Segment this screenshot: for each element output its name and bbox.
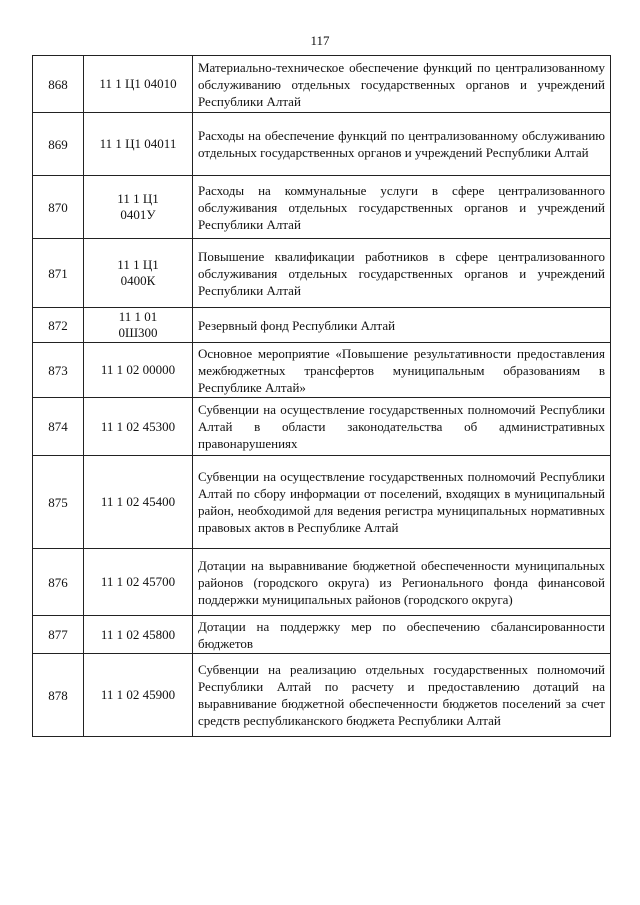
row-number: 870 — [33, 176, 84, 239]
expense-description: Субвенции на реализацию отдельных государственных полномочий Республики Алтай по расчету и предоставлению дотаций на выравнивание бюджетной обеспеченности бюджетов поселений за счет средств республиканского бюджета Республики Алтай — [193, 654, 611, 737]
row-number: 877 — [33, 616, 84, 654]
row-number: 869 — [33, 113, 84, 176]
table-row — [33, 398, 611, 456]
expense-description: Расходы на коммунальные услуги в сфере централизованного обслуживания отдельных государственных органов и учреждений Республики Алтай — [193, 176, 611, 239]
budget-code — [84, 456, 193, 549]
table-row — [33, 456, 611, 549]
budget-classification-table — [32, 55, 611, 737]
expense-description: Расходы на обеспечение функций по централизованному обслуживанию отдельных государственных органов и учреждений Республики Алтай — [193, 113, 611, 176]
budget-code — [84, 176, 193, 239]
expense-description: Дотации на поддержку мер по обеспечению сбалансированности бюджетов — [193, 616, 611, 654]
row-number: 868 — [33, 56, 84, 113]
row-number: 875 — [33, 456, 84, 549]
budget-code-line: 0Ш300 — [118, 325, 158, 340]
budget-code — [84, 549, 193, 616]
table-row — [33, 239, 611, 308]
budget-code-line: 11 1 Ц1 — [117, 191, 159, 206]
table-row — [33, 308, 611, 343]
budget-code-line: 11 1 02 00000 — [100, 362, 176, 377]
budget-code — [84, 239, 193, 308]
budget-code-line: 0400К — [120, 273, 156, 288]
expense-description: Субвенции на осуществление государственных полномочий Республики Алтай в области законодательства об административных правонарушениях — [193, 398, 611, 456]
expense-description: Материально-техническое обеспечение функций по централизованному обслуживанию отдельных государственных органов и учреждений Республики Алтай — [193, 56, 611, 113]
page-number: 117 — [310, 33, 330, 48]
budget-code-line: 11 1 02 45900 — [100, 687, 176, 702]
budget-code — [84, 308, 193, 343]
row-number: 874 — [33, 398, 84, 456]
budget-code-line: 11 1 02 45800 — [100, 626, 176, 642]
budget-code — [84, 56, 193, 113]
budget-code — [84, 343, 193, 398]
row-number: 871 — [33, 239, 84, 308]
expense-description: Дотации на выравнивание бюджетной обеспеченности муниципальных районов (городского округа) из Регионального фонда финансовой поддержки муниципальных районов (городского округа) — [193, 549, 611, 616]
table-row — [33, 549, 611, 616]
expense-description: Повышение квалификации работников в сфере централизованного обслуживания отдельных государственных органов и учреждений Республики Алтай — [193, 239, 611, 308]
budget-code — [84, 113, 193, 176]
table-row — [33, 616, 611, 654]
budget-code-line: 11 1 Ц1 04011 — [99, 136, 177, 151]
table-row — [33, 654, 611, 737]
budget-code — [84, 654, 193, 737]
budget-code — [84, 616, 193, 654]
table-body — [33, 56, 611, 737]
table-row — [33, 56, 611, 113]
row-number: 876 — [33, 549, 84, 616]
budget-code-line: 11 1 Ц1 04010 — [99, 76, 177, 91]
table-row — [33, 113, 611, 176]
budget-code-line: 11 1 02 45300 — [100, 418, 176, 434]
expense-description: Резервный фонд Республики Алтай — [193, 308, 611, 343]
expense-description: Основное мероприятие «Повышение результативности предоставления межбюджетных трансфертов муниципальным образованиям в Республике Алтай» — [193, 343, 611, 398]
row-number: 878 — [33, 654, 84, 737]
budget-code-line: 11 1 02 45400 — [100, 494, 176, 509]
row-number: 873 — [33, 343, 84, 398]
budget-code-line: 11 1 Ц1 — [117, 257, 159, 272]
budget-code-line: 11 1 01 — [118, 309, 158, 324]
budget-code-line: 0401У — [120, 207, 156, 222]
budget-code — [84, 398, 193, 456]
row-number: 872 — [33, 308, 84, 343]
table-row — [33, 343, 611, 398]
table-row — [33, 176, 611, 239]
budget-code-line: 11 1 02 45700 — [100, 574, 176, 589]
expense-description: Субвенции на осуществление государственных полномочий Республики Алтай по сбору информации от поселений, входящих в муниципальный район, необходимой для ведения регистра муниципальных нормативных правовых актов в Республике Алтай — [193, 456, 611, 549]
